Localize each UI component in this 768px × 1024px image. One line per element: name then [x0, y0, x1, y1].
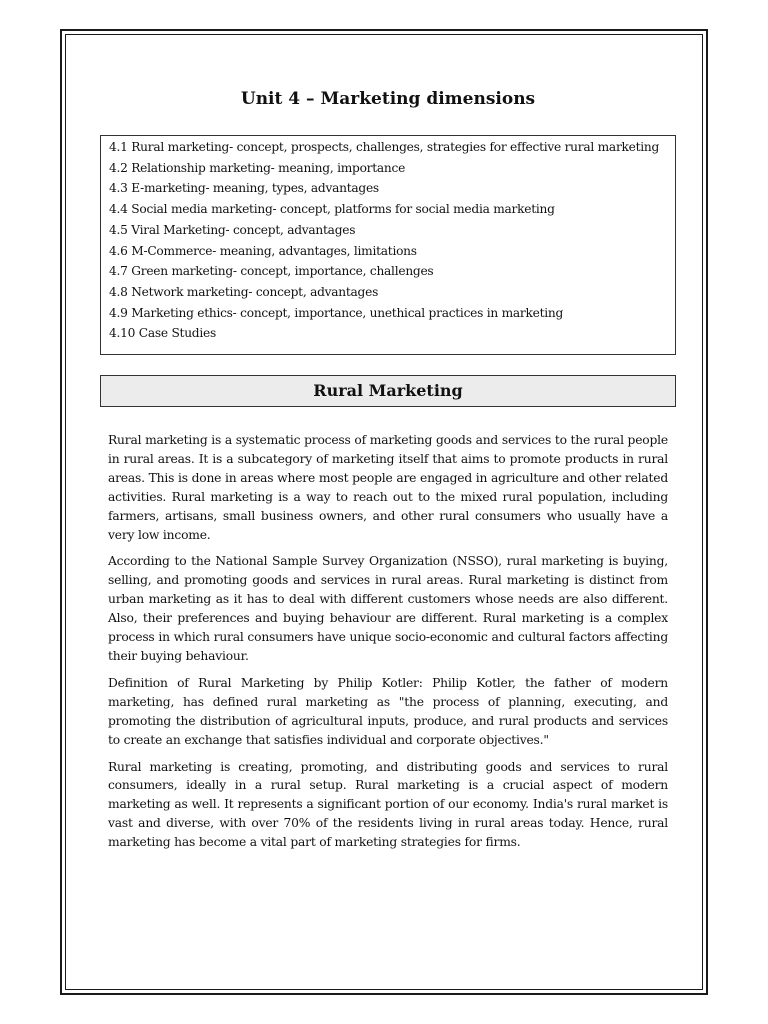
- paragraph: Rural marketing is creating, promoting, and distributing goods and services to rural consumers, ideally in a rural setup. Rural marketing is a crucial aspect of modern marketing as well. It represents a significant portion of our economy. India's rural market is vast and diverse, with over 70% of the residents living in rural areas today. Hence, rural marketing has become a vital part of marketing strategies for firms.: [108, 759, 668, 850]
- toc-item: 4.4 Social media marketing- concept, platforms for social media marketing: [109, 202, 555, 217]
- paragraph: According to the National Sample Survey Organization (NSSO), rural marketing is buying, selling, and promoting goods and services in rural areas. Rural marketing is distinct from urban marketing as it has to deal with different customers whose needs are also different. Also, their preferences and buying behaviour are different. Rural marketing is a complex process in which rural consumers have unique socio-economic and cultural factors affecting their buying behaviour.: [108, 554, 668, 663]
- toc-item: 4.2 Relationship marketing- meaning, importance: [109, 160, 406, 175]
- toc-item: 4.8 Network marketing- concept, advantages: [109, 284, 379, 299]
- table-of-contents: [100, 135, 676, 355]
- toc-item: 4.9 Marketing ethics- concept, importance, unethical practices in marketing: [109, 305, 564, 320]
- paragraph: Definition of Rural Marketing by Philip Kotler: Philip Kotler, the father of modern marketing, has defined rural marketing as "the process of planning, executing, and promoting the distribution of agricultural inputs, produce, and rural products and services to create an exchange that satisfies individual and corporate objectives.": [108, 675, 668, 747]
- toc-item: 4.1 Rural marketing- concept, prospects, challenges, strategies for effective rural marketing: [109, 140, 660, 154]
- section-title: Rural Marketing: [100, 375, 676, 407]
- body-text: [108, 431, 668, 860]
- toc-item: 4.7 Green marketing- concept, importance, challenges: [109, 264, 434, 279]
- toc-item: 4.10 Case Studies: [109, 326, 216, 341]
- toc-item: 4.3 E-marketing- meaning, types, advantages: [109, 181, 379, 196]
- toc-item: 4.6 M-Commerce- meaning, advantages, limitations: [109, 243, 417, 258]
- toc-list: [109, 137, 675, 344]
- paragraph: Rural marketing is a systematic process of marketing goods and services to the rural people in rural areas. It is a subcategory of marketing itself that aims to promote products in rural areas. This is done in areas where most people are engaged in agriculture and other related activities. Rural marketing is a way to reach out to the mixed rural population, including farmers, artisans, small business owners, and other rural consumers who usually have a very low income.: [108, 433, 668, 542]
- unit-title: Unit 4 – Marketing dimensions: [240, 89, 536, 109]
- toc-item: 4.5 Viral Marketing- concept, advantages: [109, 222, 356, 237]
